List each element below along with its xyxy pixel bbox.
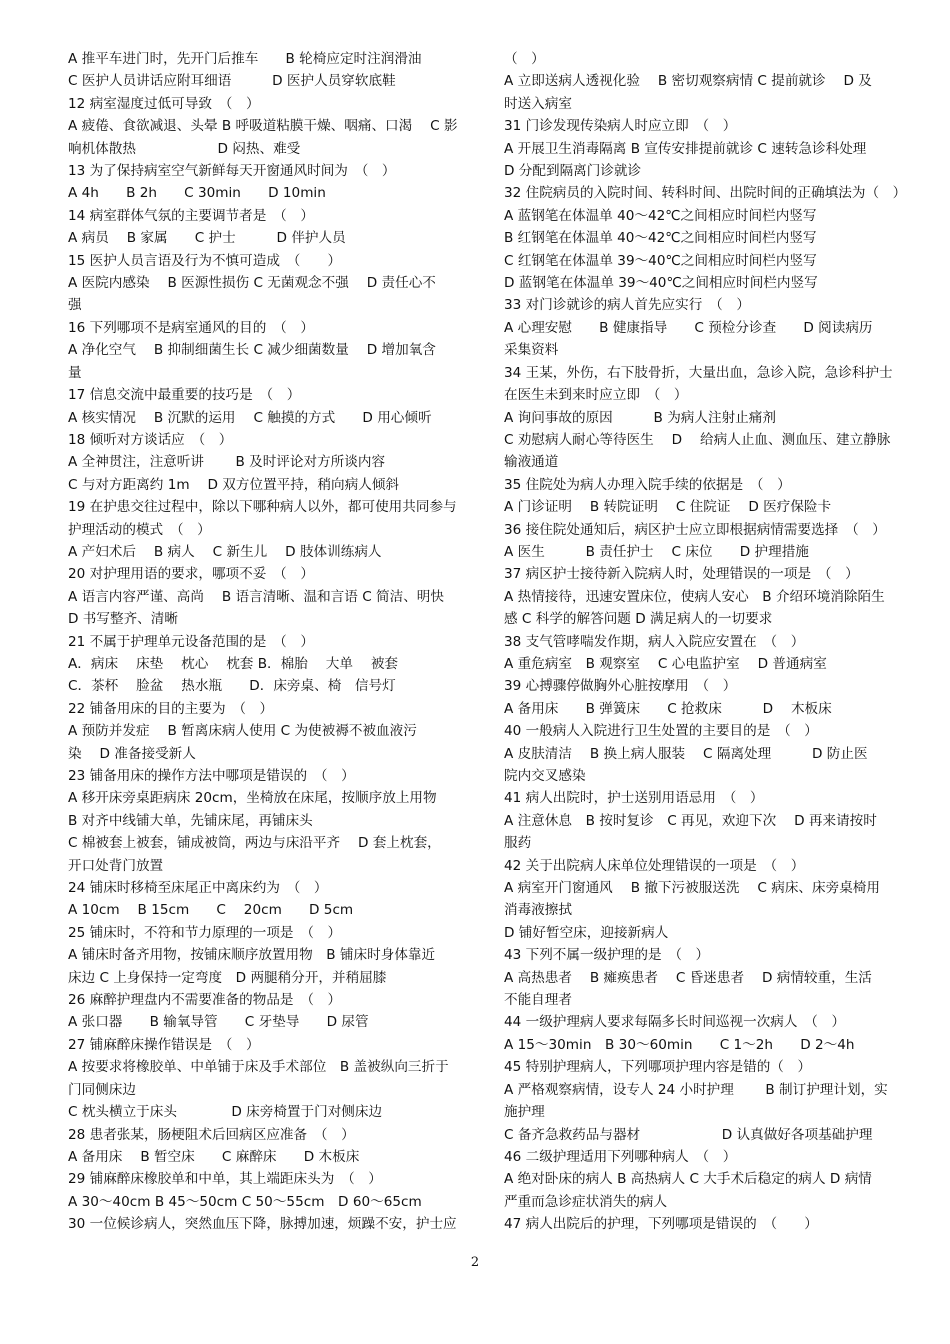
text-line: D 书写整齐、清晰 [68, 611, 178, 628]
text-line: 24 铺床时移椅至床尾正中离床约为 （ ） [68, 880, 328, 897]
text-line: 32 住院病员的入院时间、转科时间、出院时间的正确填法为（ ） [504, 185, 907, 202]
text-line: 13 为了保持病室空气新鲜每天开窗通风时间为 （ ） [68, 163, 396, 180]
text-line: A 4h B 2h C 30min D 10min [68, 185, 326, 202]
text-line: A 铺床时备齐用物，按铺床顺序放置用物 B 铺床时身体靠近 [68, 947, 436, 964]
right-column [504, 48, 908, 1236]
text-line: 26 麻醉护理盘内不需要准备的物品是 （ ） [68, 992, 342, 1009]
text-line: A 推平车进门时，先开门后推车 B 轮椅应定时注润滑油 [68, 51, 422, 67]
text-line: 强 [68, 297, 82, 314]
text-line: 18 倾听对方谈话应 （ ） [68, 431, 233, 448]
text-line: 44 一级护理病人要求每隔多长时间巡视一次病人 （ ） [504, 1014, 846, 1031]
text-line: D 蓝钢笔在体温单 39～40℃之间相应时间栏内竖写 [504, 275, 818, 292]
text-line: 39 心搏骤停做胸外心脏按摩用 （ ） [504, 678, 737, 695]
text-line: 41 病人出院时，护士送别用语忌用 （ ） [504, 790, 764, 807]
text-line: （ ） [504, 51, 545, 67]
text-line: 29 铺麻醉床橡胶单和中单，其上端距床头为 （ ） [68, 1171, 382, 1188]
text-line: A 疲倦、食欲减退、头晕 B 呼吸道粘膜干燥、咽痛、口渴 C 影 [68, 118, 458, 135]
text-line: 16 下列哪项不是病室通风的目的 （ ） [68, 319, 314, 336]
text-line: 27 铺麻醉床操作错误是 （ ） [68, 1036, 260, 1053]
text-line: 35 住院处为病人办理入院手续的依据是 （ ） [504, 476, 791, 493]
text-line: A 备用床 B 弹簧床 C 抢救床 D 木板床 [504, 700, 832, 717]
text-line: C 劝慰病人耐心等待医生 D 给病人止血、测血压、建立静脉 [504, 431, 891, 448]
text-line: C 备齐急救药品与器材 D 认真做好各项基础护理 [504, 1126, 873, 1143]
text-line: C．茶杯 脸盆 热水瓶 D．床旁桌、椅 信号灯 [68, 678, 396, 695]
text-line: A 按要求将橡胶单、中单铺于床及手术部位 B 盖被纵向三折于 [68, 1059, 449, 1076]
text-line: A 预防并发症 B 暂离床病人使用 C 为使被褥不被血液污 [68, 723, 417, 740]
text-line: 20 对护理用语的要求，哪项不妥 （ ） [68, 566, 314, 583]
text-line: A 产妇术后 B 病人 C 新生儿 D 肢体训练病人 [68, 543, 382, 560]
text-line: 门同侧床边 [68, 1081, 136, 1098]
text-line: 36 接住院处通知后，病区护士应立即根据病情需要选择 （ ） [504, 521, 886, 538]
text-line: A．病床 床垫 枕心 枕套 B．棉胎 大单 被套 [68, 655, 399, 672]
text-line: 40 一般病人入院进行卫生处置的主要目的是 （ ） [504, 723, 818, 740]
text-line: 28 患者张某，肠梗阻术后回病区应准备 （ ） [68, 1126, 355, 1143]
text-line: 开口处背门放置 [68, 857, 164, 874]
text-line: A 重危病室 B 观察室 C 心电监护室 D 普通病室 [504, 655, 827, 672]
text-line: 感 C 科学的解答问题 D 满足病人的一切要求 [504, 611, 773, 628]
text-line: 服药 [504, 835, 532, 852]
text-line: 21 不属于护理单元设备范围的是 （ ） [68, 633, 314, 650]
text-line: 12 病室湿度过低可导致 （ ） [68, 95, 260, 112]
text-line: A 开展卫生消毒隔离 B 宣传安排提前就诊 C 速转急诊科处理 [504, 140, 867, 157]
text-line: 38 支气管哮喘发作期，病人入院应安置在 （ ） [504, 633, 805, 650]
text-line: 42 关于出院病人床单位处理错误的一项是 （ ） [504, 857, 805, 874]
text-line: C 枕头横立于床头 D 床旁椅置于门对侧床边 [68, 1104, 383, 1121]
text-line: 15 医护人员言语及行为不慎可造成 （ ） [68, 252, 342, 269]
text-line: 不能自理者 [504, 992, 572, 1009]
text-line: A 10cm B 15cm C 20cm D 5cm [68, 902, 354, 919]
text-line: A 高热患者 B 瘫痪患者 C 昏迷患者 D 病情较重，生活 [504, 969, 872, 986]
left-column [68, 48, 472, 1236]
text-line: 47 病人出院后的护理，下列哪项是错误的 （ ） [504, 1216, 818, 1233]
text-line: 34 王某，外伤，右下肢骨折，大量出血，急诊入院，急诊科护士 [504, 364, 893, 381]
text-line: D 铺好暂空床，迎接新病人 [504, 924, 669, 941]
text-line: 量 [68, 364, 82, 381]
text-line: C 与对方距离约 1m D 双方位置平持，稍向病人倾斜 [68, 476, 400, 493]
text-line: 护理活动的模式 （ ） [68, 521, 211, 538]
text-line: C 棉被套上被套，铺成被筒，两边与床沿平齐 D 套上枕套， [68, 835, 441, 852]
text-line: 19 在护患交往过程中，除以下哪种病人以外，都可使用共同参与 [68, 499, 457, 516]
text-line: A 病室开门窗通风 B 撤下污被服送洗 C 病床、床旁桌椅用 [504, 880, 880, 897]
text-line: 在医生未到来时应立即 （ ） [504, 387, 688, 404]
text-line: B 红钢笔在体温单 40～42℃之间相应时间栏内竖写 [504, 230, 817, 247]
text-line: C 医护人员讲话应附耳细语 D 医护人员穿软底鞋 [68, 73, 396, 90]
text-line: A 注意休息 B 按时复诊 C 再见，欢迎下次 D 再来请按时 [504, 812, 877, 829]
text-line: 31 门诊发现传染病人时应立即 （ ） [504, 118, 737, 135]
text-line: 采集资料 [504, 342, 559, 359]
text-line: 22 铺备用床的目的主要为 （ ） [68, 700, 274, 717]
text-line: A 移开床旁桌距病床 20cm，坐椅放在床尾，按顺序放上用物 [68, 790, 437, 807]
text-line: 33 对门诊就诊的病人首先应实行 （ ） [504, 297, 750, 314]
text-line: A 心理安慰 B 健康指导 C 预检分诊查 D 阅读病历 [504, 319, 873, 336]
text-line: 23 铺备用床的操作方法中哪项是错误的 （ ） [68, 768, 355, 784]
text-line: B 对齐中线铺大单，先铺床尾，再铺床头 [68, 812, 313, 829]
text-line: 输液通道 [504, 454, 559, 471]
text-line: 14 病室群体气氛的主要调节者是 （ ） [68, 207, 314, 224]
text-line: 43 下列不属一级护理的是 （ ） [504, 947, 710, 964]
text-line: A 净化空气 B 抑制细菌生长 C 减少细菌数量 D 增加氧含 [68, 342, 436, 359]
text-line: 17 信息交流中最重要的技巧是 （ ） [68, 387, 301, 404]
text-line: A 备用床 B 暂空床 C 麻醉床 D 木板床 [68, 1148, 360, 1165]
text-line: A 门诊证明 B 转院证明 C 住院证 D 医疗保险卡 [504, 499, 832, 516]
text-line: A 全神贯注，注意听讲 B 及时评论对方所谈内容 [68, 454, 386, 471]
page-number: 2 [470, 1255, 480, 1270]
text-line: 45 特别护理病人，下列哪项护理内容是错的（ ） [504, 1059, 812, 1076]
text-line: 消毒液擦拭 [504, 902, 572, 919]
text-line: A 30～40cm B 45～50cm C 50～55cm D 60～65cm [68, 1193, 422, 1210]
text-line: 时送入病室 [504, 95, 572, 112]
text-line: 30 一位候诊病人，突然血压下降，脉搏加速，烦躁不安，护士应 [68, 1216, 457, 1233]
text-line: A 询问事故的原因 B 为病人注射止痛剂 [504, 409, 776, 426]
text-line: A 医生 B 责任护士 C 床位 D 护理措施 [504, 543, 809, 560]
text-line: 响机体散热 D 闷热、难受 [68, 140, 301, 157]
text-line: 46 二级护理适用下列哪种病人 （ ） [504, 1148, 737, 1165]
text-line: A 立即送病人透视化验 B 密切观察病情 C 提前就诊 D 及 [504, 73, 872, 90]
text-line: A 15～30min B 30～60min C 1～2h D 2～4h [504, 1036, 855, 1053]
text-line: 严重而急诊症状消失的病人 [504, 1193, 668, 1210]
text-line: D 分配到隔离门诊就诊 [504, 163, 642, 180]
text-line: 院内交叉感染 [504, 768, 586, 784]
text-line: A 医院内感染 B 医源性损伤 C 无菌观念不强 D 责任心不 [68, 275, 436, 292]
text-line: A 热情接待，迅速安置床位，使病人安心 B 介绍环境消除陌生 [504, 588, 885, 605]
text-line: A 病员 B 家属 C 护士 D 伴护人员 [68, 230, 346, 247]
text-line: A 绝对卧床的病人 B 高热病人 C 大手术后稳定的病人 D 病情 [504, 1171, 872, 1188]
text-line: 床边 C 上身保持一定弯度 D 两腿稍分开，并稍屈膝 [68, 969, 387, 986]
text-line: 染 D 准备接受新人 [68, 745, 196, 762]
text-line: A 张口器 B 输氧导管 C 牙垫导 D 尿管 [68, 1014, 369, 1031]
text-line: A 严格观察病情，设专人 24 小时护理 B 制订护理计划，实 [504, 1081, 888, 1098]
text-line: 25 铺床时，不符和节力原理的一项是 （ ） [68, 924, 342, 941]
text-line: 37 病区护士接待新入院病人时，处理错误的一项是 （ ） [504, 566, 859, 583]
text-line: 施护理 [504, 1104, 545, 1121]
text-line: A 皮肤清洁 B 换上病人服装 C 隔离处理 D 防止医 [504, 745, 868, 762]
text-line: C 红钢笔在体温单 39～40℃之间相应时间栏内竖写 [504, 252, 817, 269]
text-line: A 蓝钢笔在体温单 40～42℃之间相应时间栏内竖写 [504, 207, 817, 224]
text-line: A 核实情况 B 沉默的运用 C 触摸的方式 D 用心倾听 [68, 409, 432, 426]
text-line: A 语言内容严谨、高尚 B 语言清晰、温和言语 C 简洁、明快 [68, 588, 444, 605]
